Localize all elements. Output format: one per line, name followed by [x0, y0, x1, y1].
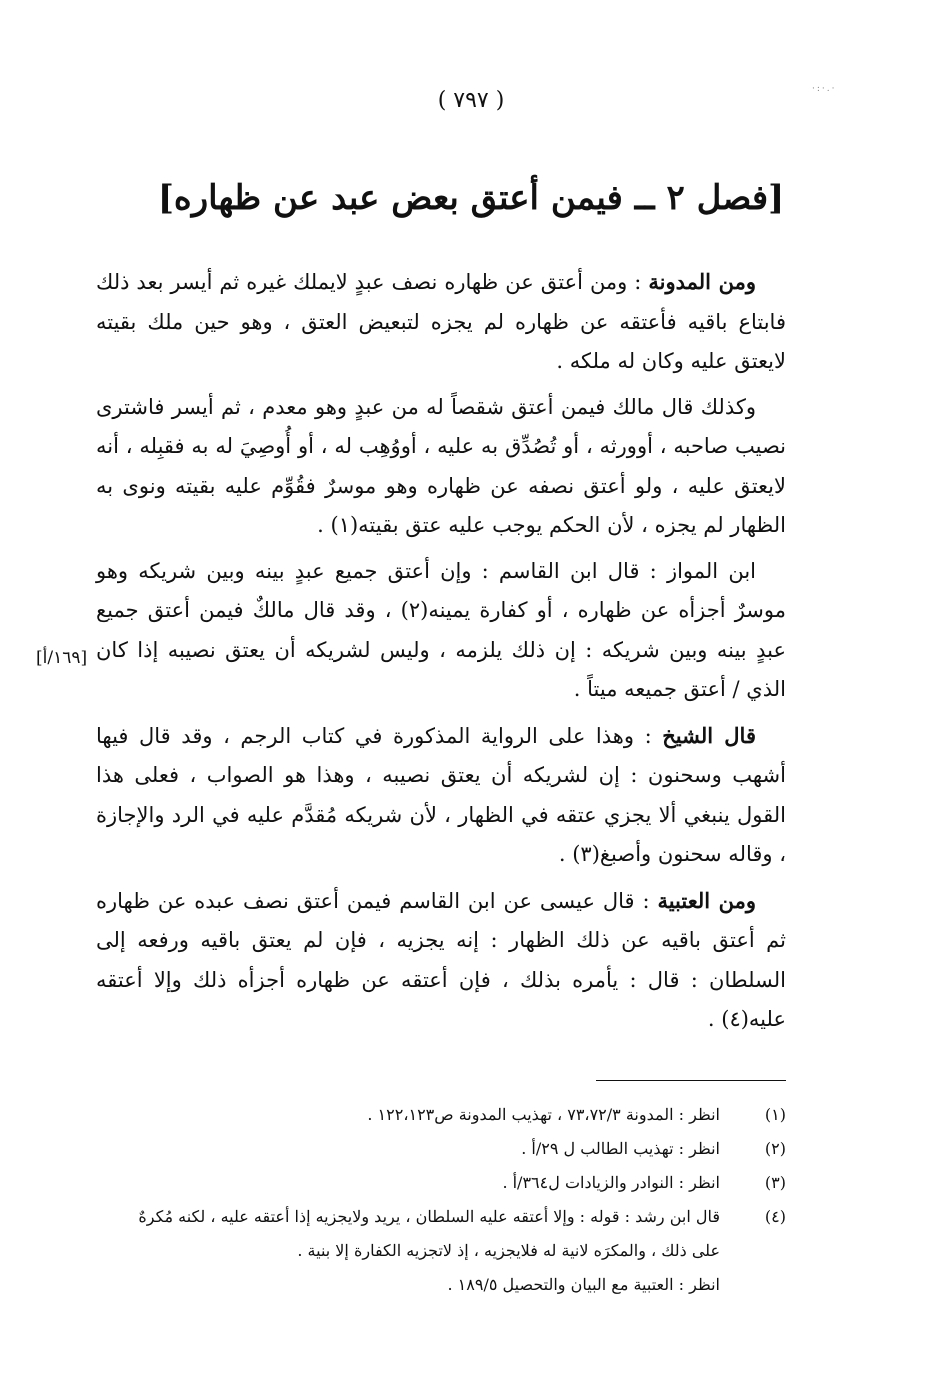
footnote [130, 1200, 786, 1234]
footnote-text: على ذلك ، والمكرَه لانية له فلايجزيه ، إذ لاتجزيه الكفارة إلا بنية . [297, 1241, 720, 1260]
footnote [130, 1132, 786, 1166]
paragraph-lead: ومن العتبية [657, 887, 756, 913]
footnote-text: انظر : تهذيب الطالب ل ٢٩/أ . [521, 1139, 720, 1158]
footnotes [130, 1098, 786, 1302]
footnote-number: (١) [764, 1105, 786, 1124]
paragraph [96, 388, 786, 546]
paragraph-text: : قال عيسى عن ابن القاسم فيمن أعتق نصف عبده عن ظهاره ثم أعتق باقيه عن ذلك الظهار : إنه يجزيه ، فإن لم يعتق باقيه ورفعه إلى السلطان : قال : يأمره بذلك ، فإن أعتقه عن ظهاره أجزأه ذلك وإلا أعتقه عليه(٤) . [96, 888, 786, 1031]
paragraph-text: : وهذا على الرواية المذكورة في كتاب الرجم ، وقد قال فيها أشهب وسحنون : إن لشريكه أن يعتق نصيبه ، وهذا هو الصواب ، فعلى هذا القول ينبغي ألا يجزي عتقه في الظهار ، لأن شريكه مُقدَّم عليه في الرد والإجازة ، وقاله سحنون وأصبغ(٣) . [96, 723, 786, 866]
page-number: ( ٧٩٧ ) [437, 88, 505, 113]
footnote-text: انظر : النوادر والزيادات ل٣٦٤/أ . [502, 1173, 720, 1192]
footnote-divider [596, 1080, 786, 1081]
paragraph-text: وكذلك قال مالك فيمن أعتق شقصاً له من عبدٍ وهو معدم ، ثم أيسر فاشترى نصيب صاحبه ، أوورثه ، أو تُصُدِّق به عليه ، أووُهِب له ، أو أُوصِيَ له به فقبِله ، أنه لايعتق عليه ، ولو أعتق نصفه عن ظهاره وهو موسرٌ فقُوِّم عليه بقيته ونوى به الظهار لم يجزه ، لأن الحكم يوجب عليه عتق بقيته(١) . [96, 394, 786, 537]
paragraph-text: ابن المواز : قال ابن القاسم : وإن أعتق جميع عبدٍ بينه وبين شريكه وهو موسرٌ أجزأه عن ظهاره ، أو كفارة يمينه(٢) ، وقد قال مالكٌ فيمن أعتق جميع عبدٍ بينه وبين شريكه : إن ذلك يلزمه ، وليس لشريكه أن يعتق نصيبه إذا كان الذي / أعتق جميعه ميتاً . [96, 558, 786, 701]
footnote-number: (٤) [764, 1207, 786, 1226]
footnote [130, 1166, 786, 1200]
paragraph-lead: ومن المدونة [648, 269, 756, 294]
margin-folio-note: [١٦٩/أ] [36, 648, 88, 668]
footnote-number: (٣) [764, 1173, 786, 1192]
paragraph [96, 262, 786, 382]
footnote-text: انظر : المدونة ٧٣،٧٢/٣ ، تهذيب المدونة ص١٢٢،١٢٣ . [367, 1105, 720, 1124]
footnote-number: (٢) [764, 1139, 786, 1158]
footnote-text: انظر : العتبية مع البيان والتحصيل ١٨٩/٥ . [447, 1275, 720, 1294]
paragraph [96, 881, 786, 1040]
scan-specks: ·:·.· [812, 84, 837, 94]
paragraph [96, 716, 786, 875]
paragraph-lead: قال الشيخ [662, 722, 756, 748]
footnote-continuation [130, 1268, 786, 1302]
footnote-continuation [130, 1234, 786, 1268]
chapter-title: [فصل ٢ ــ فيمن أعتق بعض عبد عن ظهاره] [157, 178, 785, 218]
paragraph-text: : ومن أعتق عن ظهاره نصف عبدٍ لايملك غيره ثم أيسر بعد ذلك فابتاع باقيه فأعتقه عن ظهاره لم يجزه لتبعيض العتق ، وهو حين ملك بقيته لايعتق عليه وكان له ملكه . [96, 270, 786, 373]
body-text [96, 262, 786, 1046]
footnote [130, 1098, 786, 1132]
paragraph [96, 552, 786, 710]
footnote-text: قال ابن رشد : قوله : وإلا أعتقه عليه السلطان ، يريد ولايجزيه إذا أعتقه عليه ، لكنه مُكرهٌ [138, 1207, 720, 1226]
